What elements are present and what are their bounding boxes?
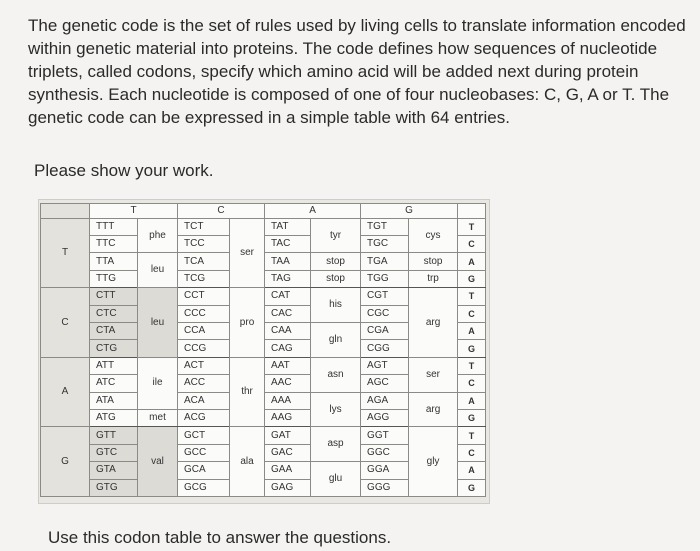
codon-cell: TGG: [361, 270, 409, 287]
codon-cell: CCG: [178, 340, 230, 357]
amino-acid-cell: asp: [311, 427, 361, 462]
codon-cell: CCA: [178, 323, 230, 340]
first-base-label: G: [41, 427, 90, 497]
codon-cell: GGG: [361, 479, 409, 496]
codon-cell: ATG: [90, 410, 138, 427]
amino-acid-cell: lys: [311, 392, 361, 427]
codon-cell: CGC: [361, 305, 409, 322]
codon-cell: ACT: [178, 357, 230, 374]
third-base-label: C: [458, 305, 486, 322]
amino-acid-cell: tyr: [311, 218, 361, 253]
codon-cell: TAC: [265, 236, 311, 253]
codon-table: [40, 203, 486, 497]
codon-cell: GCA: [178, 462, 230, 479]
codon-cell: CTG: [90, 340, 138, 357]
codon-cell: CGA: [361, 323, 409, 340]
amino-acid-cell: arg: [409, 392, 458, 427]
codon-cell: ACC: [178, 375, 230, 392]
codon-cell: TAT: [265, 218, 311, 235]
codon-cell: AAT: [265, 357, 311, 374]
codon-cell: ATT: [90, 357, 138, 374]
codon-cell: CGT: [361, 288, 409, 305]
third-base-label: A: [458, 392, 486, 409]
amino-acid-cell: ser: [230, 218, 265, 288]
codon-cell: ATA: [90, 392, 138, 409]
intro-paragraph: The genetic code is the set of rules used by living cells to translate information encoded within genetic material into proteins. The code defines how sequences of nucleotide triplets, called codons, specify which amino acid will be added next during protein synthesis. Each nucleotide is composed of one of four nucleobases: C, G, A or T. The genetic code can be expressed in a simple table with 64 entries.: [28, 16, 686, 127]
amino-acid-cell: stop: [311, 253, 361, 270]
amino-acid-cell: ala: [230, 427, 265, 497]
amino-acid-cell: trp: [409, 270, 458, 287]
codon-cell: AGC: [361, 375, 409, 392]
first-base-label: A: [41, 357, 90, 427]
codon-cell: GGT: [361, 427, 409, 444]
codon-cell: CGG: [361, 340, 409, 357]
codon-cell: GTC: [90, 444, 138, 461]
codon-cell: GAC: [265, 444, 311, 461]
codon-cell: ACG: [178, 410, 230, 427]
amino-acid-cell: stop: [311, 270, 361, 287]
amino-acid-cell: phe: [138, 218, 178, 253]
codon-cell: CAC: [265, 305, 311, 322]
codon-cell: TAA: [265, 253, 311, 270]
codon-cell: AGA: [361, 392, 409, 409]
amino-acid-cell: val: [138, 427, 178, 497]
codon-cell: AAA: [265, 392, 311, 409]
amino-acid-cell: gly: [409, 427, 458, 497]
third-base-label: A: [458, 462, 486, 479]
codon-cell: ACA: [178, 392, 230, 409]
table-row: [41, 288, 486, 305]
third-base-label: G: [458, 270, 486, 287]
amino-acid-cell: leu: [138, 288, 178, 358]
third-base-label: T: [458, 288, 486, 305]
codon-cell: GCC: [178, 444, 230, 461]
codon-cell: GGA: [361, 462, 409, 479]
amino-acid-cell: pro: [230, 288, 265, 358]
footer-instruction: Use this codon table to answer the questions.: [48, 528, 392, 547]
codon-cell: AAC: [265, 375, 311, 392]
first-base-label: T: [41, 218, 90, 288]
codon-cell: GCT: [178, 427, 230, 444]
amino-acid-cell: leu: [138, 253, 178, 288]
codon-cell: CCT: [178, 288, 230, 305]
amino-acid-cell: his: [311, 288, 361, 323]
codon-cell: CAA: [265, 323, 311, 340]
amino-acid-cell: stop: [409, 253, 458, 270]
codon-cell: GCG: [178, 479, 230, 496]
amino-acid-cell: cys: [409, 218, 458, 253]
second-base-header: T: [90, 204, 178, 219]
amino-acid-cell: asn: [311, 357, 361, 392]
amino-acid-cell: ser: [409, 357, 458, 392]
codon-cell: CTA: [90, 323, 138, 340]
second-base-header: G: [361, 204, 458, 219]
codon-cell: TCG: [178, 270, 230, 287]
codon-cell: GTG: [90, 479, 138, 496]
third-base-label: A: [458, 323, 486, 340]
codon-cell: GTT: [90, 427, 138, 444]
header-row: [41, 204, 486, 219]
third-base-label: G: [458, 479, 486, 496]
codon-cell: CAT: [265, 288, 311, 305]
table-row: [41, 427, 486, 444]
codon-cell: CTT: [90, 288, 138, 305]
third-base-label: A: [458, 253, 486, 270]
first-base-label: C: [41, 288, 90, 358]
codon-cell: GTA: [90, 462, 138, 479]
work-prompt: Please show your work.: [34, 161, 214, 180]
codon-cell: ATC: [90, 375, 138, 392]
codon-cell: TTC: [90, 236, 138, 253]
codon-cell: TAG: [265, 270, 311, 287]
third-base-label: T: [458, 427, 486, 444]
third-base-label: C: [458, 444, 486, 461]
second-base-header: C: [178, 204, 265, 219]
amino-acid-cell: ile: [138, 357, 178, 409]
second-base-header: A: [265, 204, 361, 219]
codon-cell: AGG: [361, 410, 409, 427]
amino-acid-cell: thr: [230, 357, 265, 427]
codon-cell: AAG: [265, 410, 311, 427]
codon-cell: TTT: [90, 218, 138, 235]
codon-cell: TCT: [178, 218, 230, 235]
codon-cell: GGC: [361, 444, 409, 461]
third-base-label: T: [458, 218, 486, 235]
third-base-label: G: [458, 410, 486, 427]
table-row: [41, 218, 486, 235]
codon-cell: TCC: [178, 236, 230, 253]
codon-cell: GAG: [265, 479, 311, 496]
codon-cell: CAG: [265, 340, 311, 357]
codon-cell: GAA: [265, 462, 311, 479]
third-base-label: C: [458, 236, 486, 253]
codon-cell: CCC: [178, 305, 230, 322]
amino-acid-cell: arg: [409, 288, 458, 358]
amino-acid-cell: glu: [311, 462, 361, 497]
table-row: [41, 357, 486, 374]
third-base-label: T: [458, 357, 486, 374]
codon-cell: GAT: [265, 427, 311, 444]
codon-cell: AGT: [361, 357, 409, 374]
codon-cell: TGC: [361, 236, 409, 253]
codon-cell: TTA: [90, 253, 138, 270]
amino-acid-cell: gln: [311, 323, 361, 358]
codon-cell: TGT: [361, 218, 409, 235]
codon-cell: TGA: [361, 253, 409, 270]
amino-acid-cell: met: [138, 410, 178, 427]
codon-cell: TTG: [90, 270, 138, 287]
codon-cell: TCA: [178, 253, 230, 270]
third-base-label: G: [458, 340, 486, 357]
codon-cell: CTC: [90, 305, 138, 322]
third-base-label: C: [458, 375, 486, 392]
